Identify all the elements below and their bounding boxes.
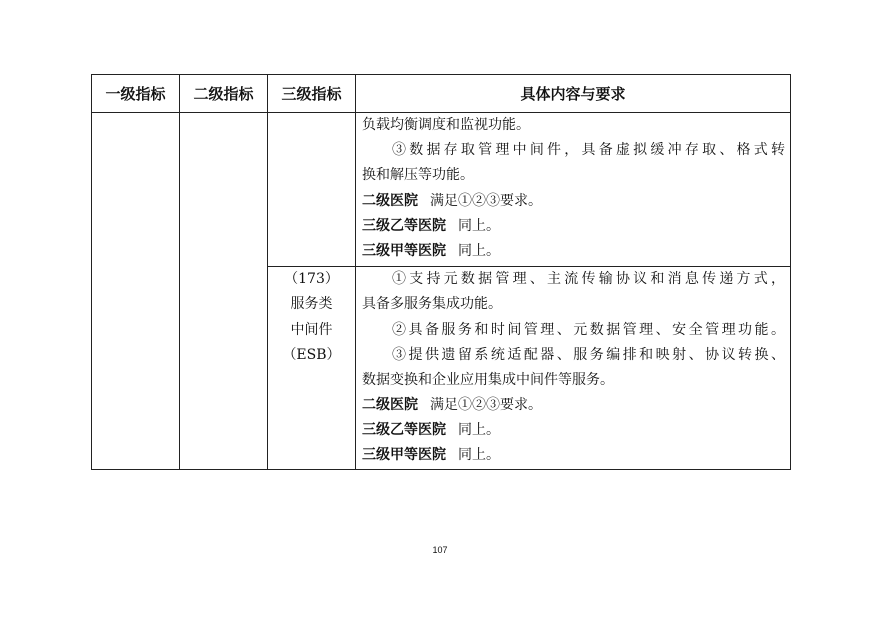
content-line: 换和解压等功能。	[362, 167, 474, 184]
content-cell	[356, 267, 791, 470]
requirement-line	[362, 443, 785, 468]
requirement-line	[362, 393, 785, 418]
level2-cell	[180, 113, 268, 470]
content-line: 负载均衡调度和监视功能。	[362, 117, 530, 133]
level3-label: （ESB）	[282, 346, 341, 363]
requirement-text: 满足①②③要求。	[430, 192, 542, 209]
hospital-level: 三级甲等医院	[362, 242, 446, 259]
requirement-text: 同上。	[458, 447, 500, 464]
header-content: 具体内容与要求	[356, 75, 791, 113]
requirement-text: 满足①②③要求。	[430, 397, 542, 414]
content-line: 具备多服务集成功能。	[362, 296, 502, 313]
header-level2: 二级指标	[180, 75, 268, 113]
content-line: 数据变换和企业应用集成中间件等服务。	[362, 371, 614, 388]
content-cell	[356, 113, 791, 267]
hospital-level: 二级医院	[362, 192, 418, 209]
content-line: ③数据存取管理中间件，具备虚拟缓冲存取、格式转	[392, 142, 785, 159]
indicator-table	[91, 74, 791, 470]
hospital-level: 二级医院	[362, 397, 418, 414]
header-level3: 三级指标	[268, 75, 356, 113]
hospital-level: 三级甲等医院	[362, 447, 446, 464]
requirement-line	[362, 214, 785, 239]
content-line: ③提供遗留系统适配器、服务编排和映射、协议转换、	[392, 346, 785, 363]
level3-cell	[268, 267, 356, 470]
requirement-line	[362, 418, 785, 443]
requirement-line	[362, 189, 785, 214]
page-number: 107	[432, 545, 448, 555]
hospital-level: 三级乙等医院	[362, 217, 446, 234]
table-row	[92, 113, 791, 267]
level1-cell	[92, 113, 180, 470]
header-level1: 一级指标	[92, 75, 180, 113]
hospital-level: 三级乙等医院	[362, 422, 446, 439]
level3-label: 服务类	[290, 296, 333, 313]
requirement-text: 同上。	[458, 217, 500, 234]
requirement-text: 同上。	[458, 422, 500, 439]
requirement-text: 同上。	[458, 242, 500, 259]
content-line: ②具备服务和时间管理、元数据管理、安全管理功能。	[392, 321, 785, 338]
requirement-line	[362, 239, 785, 264]
table-header-row	[92, 75, 791, 113]
level3-label: 中间件	[290, 321, 333, 338]
level3-label: （173）	[284, 271, 339, 288]
content-line: ①支持元数据管理、主流传输协议和消息传递方式，	[392, 271, 785, 288]
level3-cell	[268, 113, 356, 267]
